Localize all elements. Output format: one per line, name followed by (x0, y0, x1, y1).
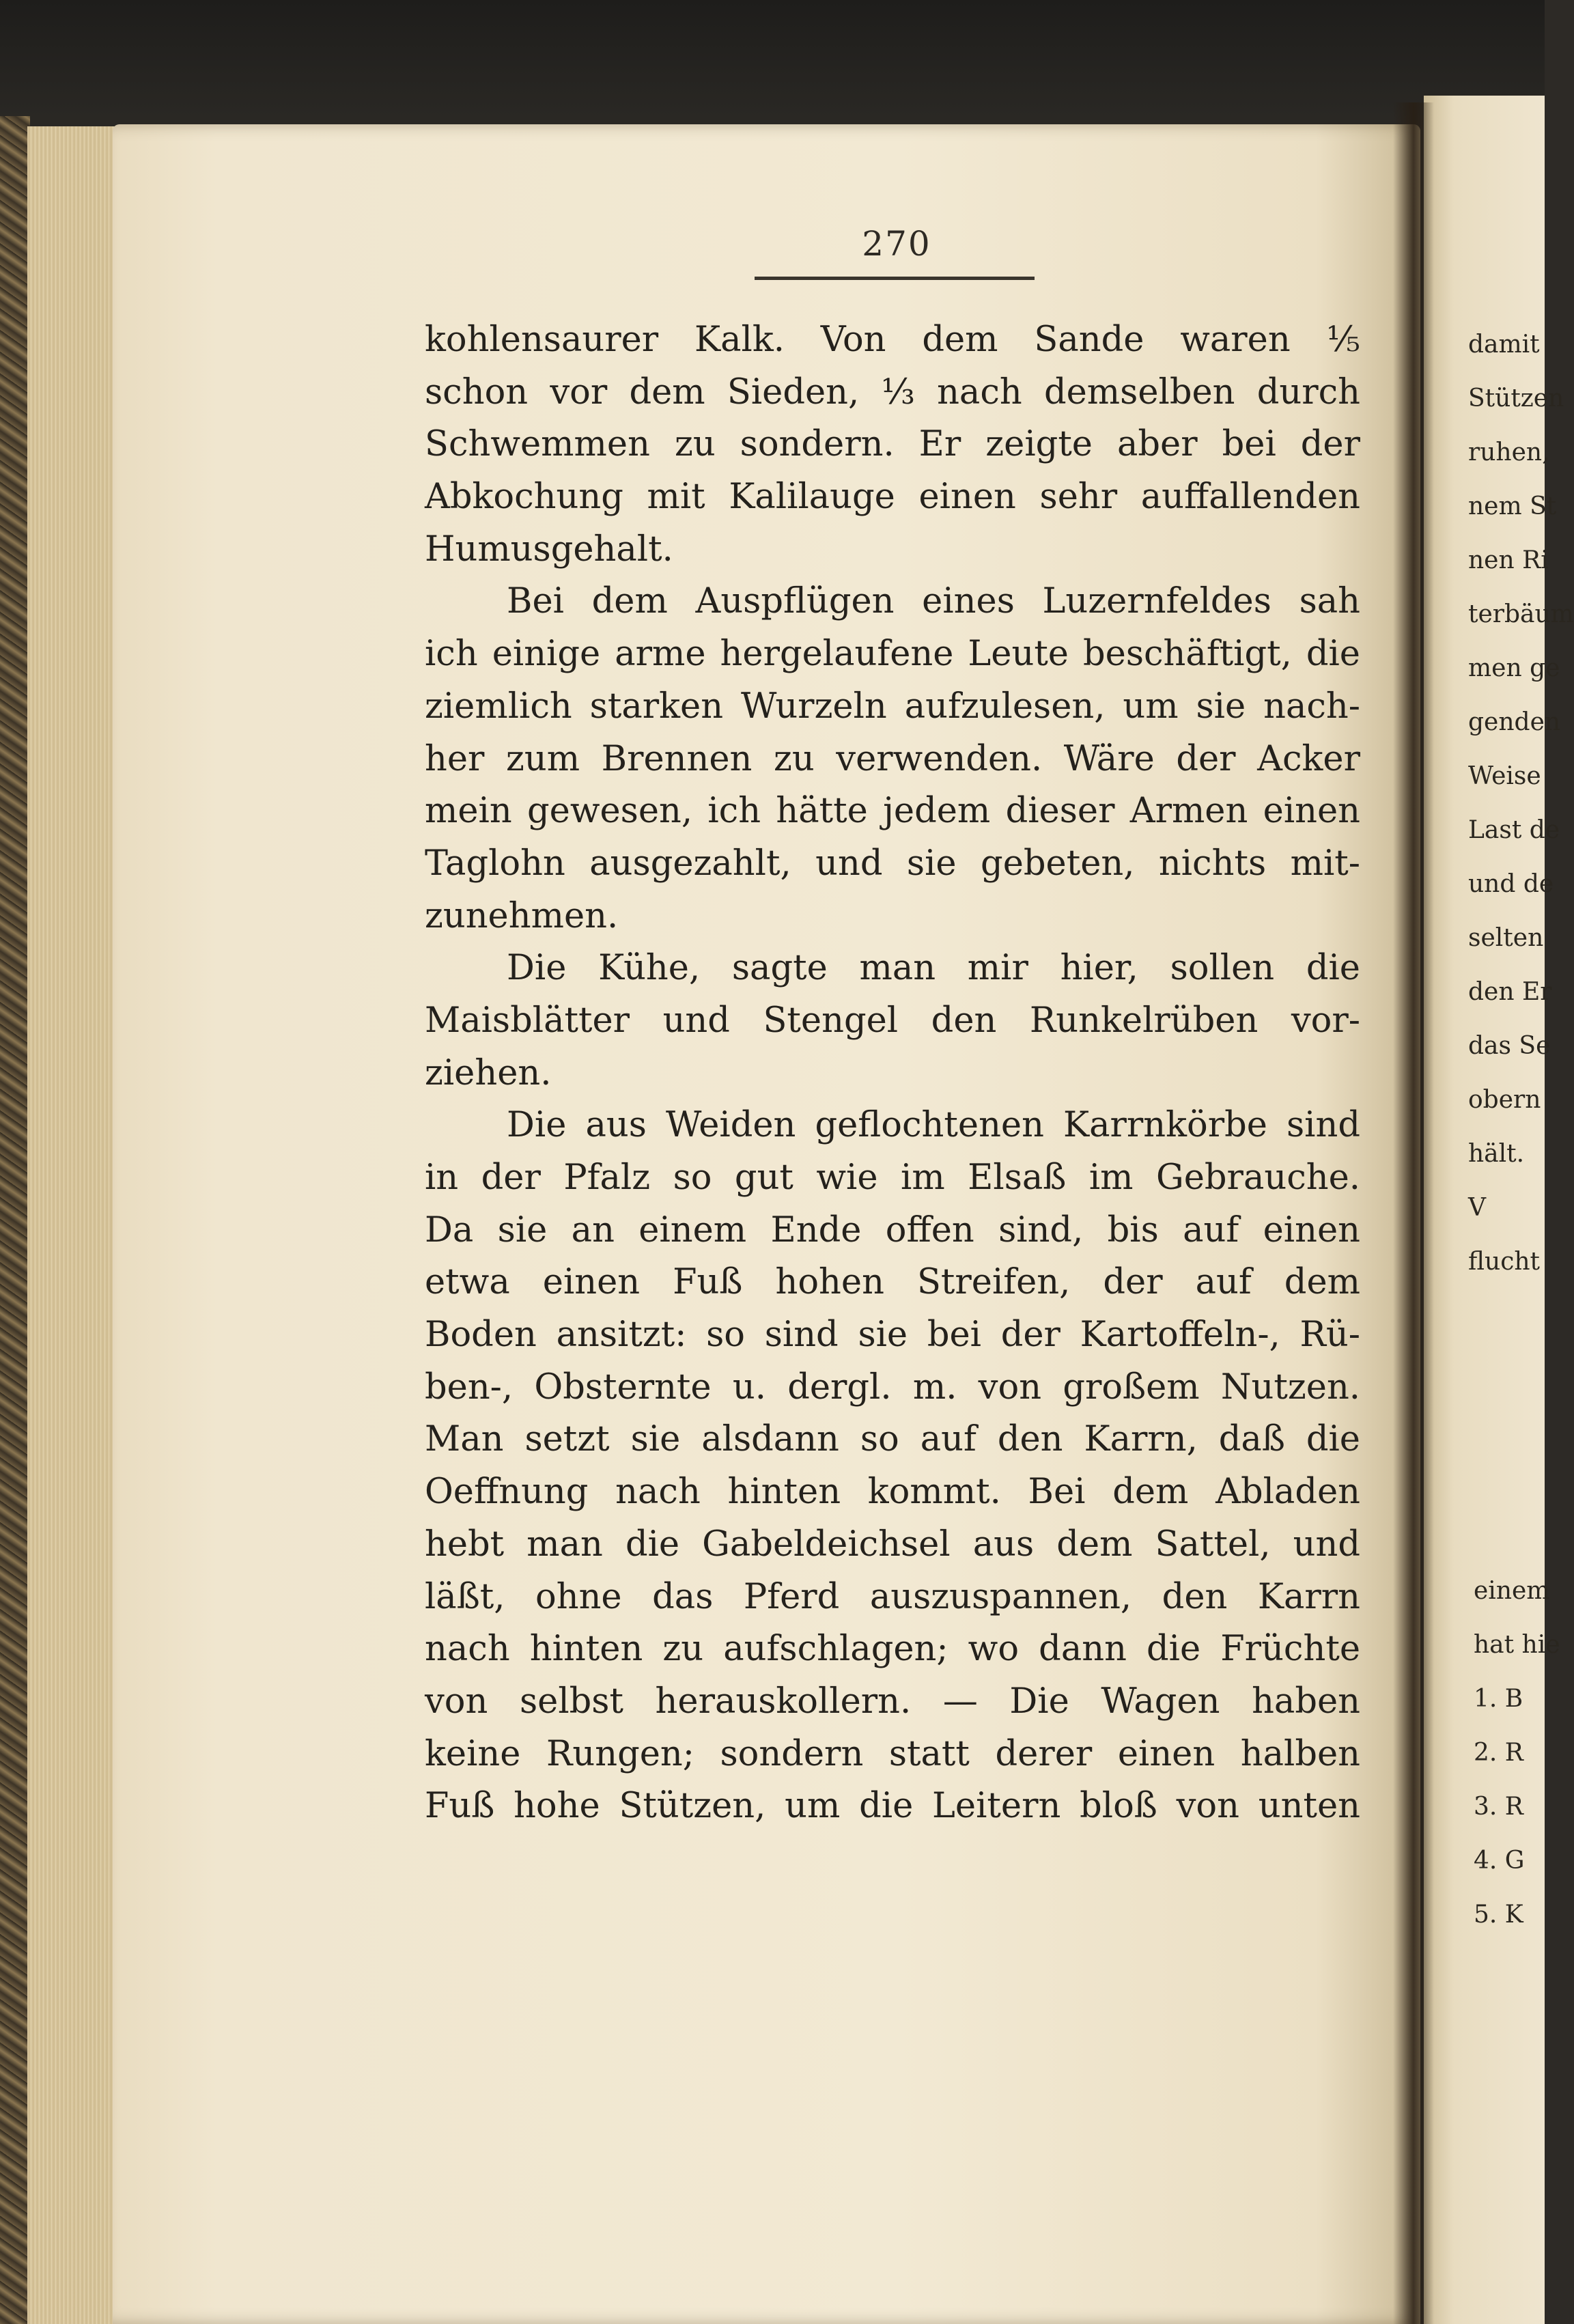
text-line: Boden ansitzt: so sind sie bei der Kartoffeln-, Rü- (425, 1315, 1360, 1356)
next-page-line: das Se (1468, 1032, 1551, 1060)
text-line: her zum Brennen zu verwenden. Wäre der Acker (425, 738, 1360, 779)
text-line: Da sie an einem Ende offen sind, bis auf einen (425, 1209, 1360, 1250)
text-line: nach hinten zu aufschlagen; wo dann die Früchte (425, 1629, 1360, 1670)
next-page-line: den Er (1468, 978, 1552, 1006)
next-page-line: und de (1468, 870, 1554, 898)
page-number: 270 (862, 224, 931, 264)
next-page-line: Stützen (1468, 384, 1564, 412)
text-line: hebt man die Gabeldeichsel aus dem Sattel, und (425, 1524, 1360, 1565)
next-page-line: 5. K (1474, 1901, 1523, 1929)
text-line: Humusgehalt. (425, 529, 673, 570)
text-line: Oeffnung nach hinten kommt. Bei dem Abladen (425, 1472, 1360, 1513)
next-page-line: Weise (1468, 762, 1541, 790)
text-line: ich einige arme hergelaufene Leute beschäftigt, die (425, 634, 1360, 675)
next-page-line: 3. R (1474, 1793, 1523, 1821)
next-page-line: einem (1474, 1577, 1550, 1605)
text-line: ziemlich starken Wurzeln aufzulesen, um sie nach- (425, 686, 1360, 727)
book-cover-edge (0, 116, 30, 2324)
next-page-line: damit (1468, 331, 1540, 359)
next-page-line: hat hie (1474, 1631, 1560, 1659)
text-line: Schwemmen zu sondern. Er zeigte aber bei der (425, 424, 1360, 465)
text-line: zunehmen. (425, 895, 619, 936)
text-line: in der Pfalz so gut wie im Elsaß im Gebrauche. (425, 1158, 1360, 1198)
text-line: von selbst herauskollern. — Die Wagen haben (425, 1681, 1360, 1722)
text-line: ben-, Obsternte u. dergl. m. von großem Nutzen. (425, 1367, 1360, 1408)
next-page-line: genden (1468, 708, 1561, 736)
text-line: Die aus Weiden geflochtenen Karrnkörbe sind (507, 1105, 1360, 1146)
next-page-text-upper (1468, 318, 1574, 1289)
text-line: Fuß hohe Stützen, um die Leitern bloß von unten (425, 1786, 1360, 1827)
page-body-text (425, 314, 1360, 1833)
next-page-line: 2. R (1474, 1739, 1523, 1767)
text-line: läßt, ohne das Pferd auszuspannen, den Karrn (425, 1576, 1360, 1617)
text-line: Abkochung mit Kalilauge einen sehr auffallenden (425, 477, 1360, 518)
next-page-line: V (1468, 1194, 1486, 1222)
next-page-line: hält. (1468, 1140, 1525, 1168)
next-page-line: 4. G (1474, 1847, 1525, 1875)
text-line: Man setzt sie alsdann so auf den Karrn, daß die (425, 1419, 1360, 1460)
text-line: keine Rungen; sondern statt derer einen halben (425, 1733, 1360, 1774)
text-line: ziehen. (425, 1052, 552, 1093)
next-page-line: men ge (1468, 654, 1560, 682)
text-line: Bei dem Auspflügen eines Luzernfeldes sah (507, 581, 1360, 622)
text-line: mein gewesen, ich hätte jedem dieser Armen einen (425, 791, 1360, 832)
header-rule (755, 277, 1035, 280)
next-page-line: nen Ri (1468, 546, 1549, 574)
next-page-text-lower (1474, 1564, 1560, 1942)
next-page-line: ruhen, (1468, 438, 1550, 466)
scan-background (0, 0, 1545, 130)
text-line: schon vor dem Sieden, ⅓ nach demselben durch (425, 372, 1360, 412)
next-page-line: flucht (1468, 1248, 1541, 1276)
text-line: Taglohn ausgezahlt, und sie gebeten, nichts mit- (425, 843, 1360, 884)
text-line: Die Kühe, sagte man mir hier, sollen die (507, 948, 1360, 989)
book-gutter (1393, 102, 1434, 2324)
text-line: Maisblätter und Stengel den Runkelrüben vor- (425, 1000, 1360, 1041)
page-stack-edge (27, 126, 116, 2324)
next-page-line: Last de (1468, 816, 1560, 844)
next-page-line: 1. B (1474, 1685, 1523, 1713)
next-page-line: nem St (1468, 492, 1557, 520)
next-page-line: selten (1468, 924, 1544, 952)
next-page-line: obern (1468, 1086, 1541, 1114)
text-line: etwa einen Fuß hohen Streifen, der auf dem (425, 1262, 1360, 1303)
next-page-line: terbäum (1468, 600, 1574, 628)
text-line: kohlensaurer Kalk. Von dem Sande waren ⅕ (425, 320, 1360, 360)
